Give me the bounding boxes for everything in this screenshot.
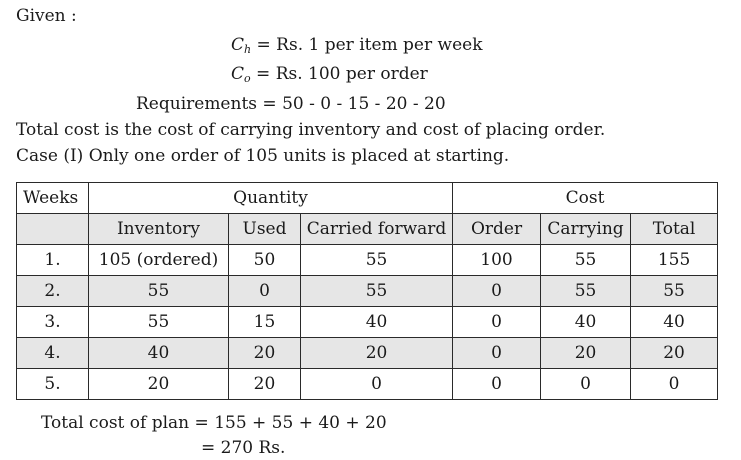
ordering-cost-line	[231, 63, 428, 90]
case-sentence: Case (I) Only one order of 105 units is placed at starting.	[16, 146, 510, 166]
order-cell: 100	[453, 245, 541, 276]
used-cell: 20	[229, 369, 301, 400]
table-header-row-1	[17, 183, 718, 214]
ordering-cost-subscript: o	[244, 72, 251, 85]
ordering-cost-value: Rs. 100 per order	[275, 64, 428, 84]
order-cell: 0	[453, 276, 541, 307]
inventory-header: Inventory	[89, 214, 229, 245]
inventory-cell: 55	[89, 307, 229, 338]
carrying-cell: 55	[541, 276, 631, 307]
requirements-label: Requirements	[136, 94, 258, 114]
given-label: Given :	[16, 6, 77, 26]
weeks-header: Weeks	[17, 183, 89, 214]
total-cell: 0	[631, 369, 718, 400]
week-cell: 1.	[17, 245, 89, 276]
requirements-line	[136, 93, 446, 115]
week-cell: 4.	[17, 338, 89, 369]
carried-forward-cell: 40	[301, 307, 453, 338]
used-header: Used	[229, 214, 301, 245]
table-header-row-2	[17, 214, 718, 245]
week-cell: 3.	[17, 307, 89, 338]
carrying-cell: 20	[541, 338, 631, 369]
holding-cost-symbol: C	[231, 35, 245, 55]
total-header: Total	[631, 214, 718, 245]
week-cell: 5.	[17, 369, 89, 400]
table-row	[17, 307, 718, 338]
carried-forward-cell: 55	[301, 276, 453, 307]
ordering-cost-symbol: C	[231, 64, 245, 84]
table-row	[17, 245, 718, 276]
order-cell: 0	[453, 369, 541, 400]
total-plan-result-line	[201, 437, 285, 459]
total-plan-result: 270 Rs.	[220, 438, 286, 458]
inventory-cost-table	[16, 182, 718, 400]
holding-cost-line	[231, 34, 483, 61]
carrying-cell: 55	[541, 245, 631, 276]
total-cost-sentence: Total cost is the cost of carrying inventory and cost of placing order.	[16, 120, 606, 140]
inventory-cell: 40	[89, 338, 229, 369]
table-row	[17, 338, 718, 369]
inventory-cell: 20	[89, 369, 229, 400]
used-cell: 50	[229, 245, 301, 276]
requirements-equals: =	[262, 94, 277, 114]
used-cell: 20	[229, 338, 301, 369]
carrying-header: Carrying	[541, 214, 631, 245]
carried-forward-cell: 0	[301, 369, 453, 400]
total-cell: 40	[631, 307, 718, 338]
total-plan-line	[41, 412, 387, 434]
total-cell: 55	[631, 276, 718, 307]
order-cell: 0	[453, 338, 541, 369]
table-row	[17, 369, 718, 400]
total-cell: 155	[631, 245, 718, 276]
order-header: Order	[453, 214, 541, 245]
carried-forward-cell: 20	[301, 338, 453, 369]
holding-cost-subscript: h	[244, 43, 252, 56]
total-plan-expression: 155 + 55 + 40 + 20	[214, 413, 387, 433]
order-cell: 0	[453, 307, 541, 338]
weeks-subheader-blank	[17, 214, 89, 245]
inventory-cell: 55	[89, 276, 229, 307]
carried-forward-header: Carried forward	[301, 214, 453, 245]
total-plan-label: Total cost of plan	[41, 413, 190, 433]
ordering-cost-equals: =	[256, 64, 271, 84]
total-cell: 20	[631, 338, 718, 369]
carrying-cell: 0	[541, 369, 631, 400]
carrying-cell: 40	[541, 307, 631, 338]
total-plan-result-equals: =	[201, 438, 216, 458]
week-cell: 2.	[17, 276, 89, 307]
cost-header: Cost	[453, 183, 718, 214]
quantity-header: Quantity	[89, 183, 453, 214]
used-cell: 0	[229, 276, 301, 307]
holding-cost-value: Rs. 1 per item per week	[276, 35, 483, 55]
requirements-value: 50 - 0 - 15 - 20 - 20	[282, 94, 446, 114]
total-plan-equals: =	[194, 413, 209, 433]
carried-forward-cell: 55	[301, 245, 453, 276]
holding-cost-equals: =	[256, 35, 271, 55]
inventory-cell: 105 (ordered)	[89, 245, 229, 276]
table-row	[17, 276, 718, 307]
used-cell: 15	[229, 307, 301, 338]
